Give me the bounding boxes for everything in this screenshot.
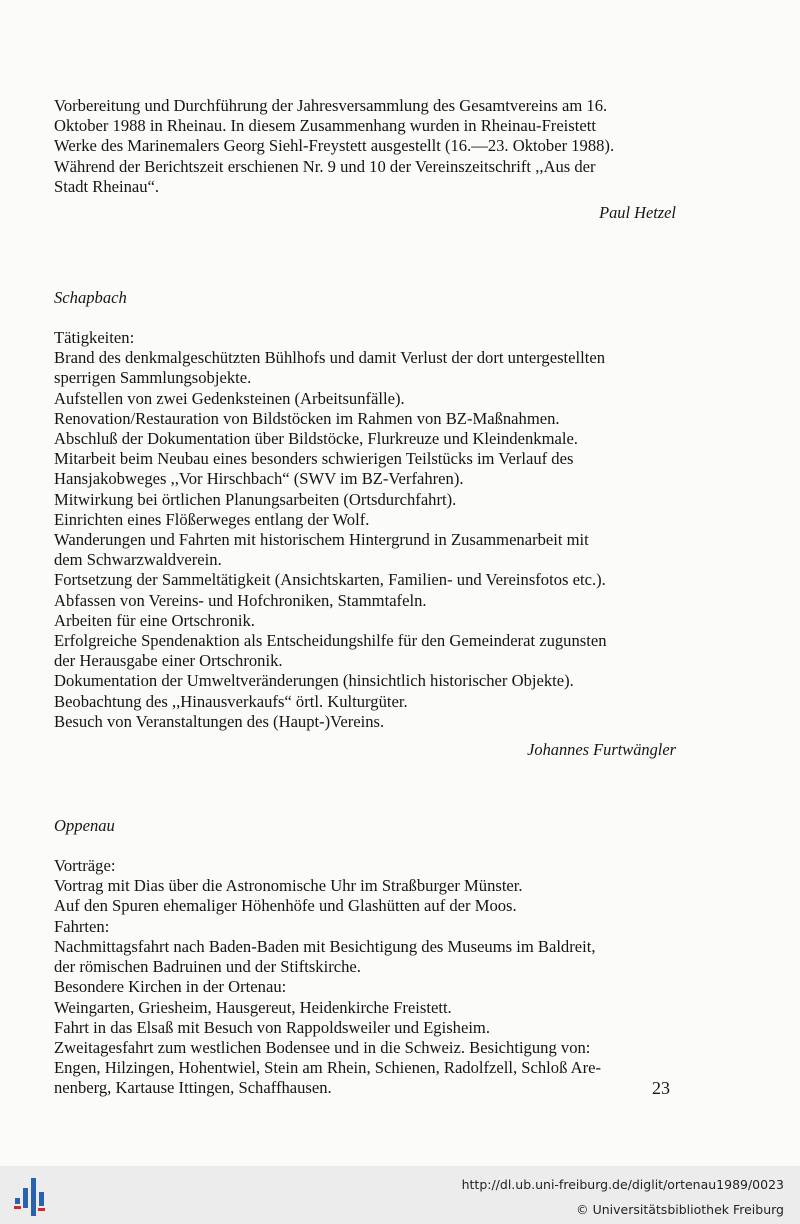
schapbach-paragraph: Tätigkeiten: Brand des denkmalgeschützten Bühlhofs und damit Verlust der dort untergestellten sperrigen Sammlungsobjekte. Aufstellen von zwei Gedenksteinen (Arbeitsunfälle). Renovation/Restauration von Bildstöcken im Rahmen von BZ-Maßnahmen. Abschluß der Dokumentation über Bildstöcke, Flurkreuze und Kleindenkmale. Mitarbeit beim Neubau eines besonders schwierigen Teilstücks im Verlauf des Hansjakobweges ,,Vor Hirschbach“ (SWV im BZ-Verfahren). Mitwirkung bei örtlichen Planungsarbeiten (Ortsdurchfahrt). Einrichten eines Flößerweges entlang der Wolf. Wanderungen und Fahrten mit historischem Hintergrund in Zusammenarbeit mit dem Schwarzwaldverein. Fortsetzung der Sammeltätigkeit (Ansichtskarten, Familien- und Vereinsfotos etc.). Abfassen von Vereins- und Hofchroniken, Stammtafeln. Arbeiten für eine Ortschronik. Erfolgreiche Spendenaktion als Entscheidungshilfe für den Gemeinderat zugunsten der Herausgabe einer Ortschronik. Dokumentation der Umweltveränderungen (hinsichtlich historischer Objekte). Beobachtung des ,,Hinausverkaufs“ örtl. Kulturgüter. Besuch von Veranstaltungen des (Haupt-)Vereins. <box>54 328 607 731</box>
page-content <box>54 96 676 1099</box>
schapbach-author: Johannes Furtwängler <box>527 740 676 760</box>
footer-bar <box>0 1166 800 1224</box>
oppenau-heading: Oppenau <box>54 816 115 836</box>
oppenau-paragraph: Vorträge: Vortrag mit Dias über die Astronomische Uhr im Straßburger Münster. Auf den Spuren ehemaliger Höhenhöfe und Glashütten auf der Moos. Fahrten: Nachmittagsfahrt nach Baden-Baden mit Besichtigung des Museums im Baldreit, der römischen Badruinen und der Stiftskirche. Besondere Kirchen in der Ortenau: Weingarten, Griesheim, Hausgereut, Heidenkirche Freistett. Fahrt in das Elsaß mit Besuch von Rappoldsweiler und Egisheim. Zweitagesfahrt zum westlichen Bodensee und in die Schweiz. Besichtigung von: Engen, Hilzingen, Hohentwiel, Stein am Rhein, Schienen, Radolfzell, Schloß Are- nenberg, Kartause Ittingen, Schaffhausen. <box>54 856 602 1098</box>
ub-freiburg-logo-icon[interactable] <box>11 1174 51 1218</box>
page-number: 23 <box>652 1078 670 1098</box>
source-url-link[interactable]: http://dl.ub.uni-freiburg.de/diglit/ortenau1989/0023 <box>461 1177 784 1192</box>
copyright-text: © Universitätsbibliothek Freiburg <box>576 1202 784 1217</box>
intro-paragraph: Vorbereitung und Durchführung der Jahresversammlung des Gesamtvereins am 16. Oktober 1988 in Rheinau. In diesem Zusammenhang wurden in Rheinau-Freistett Werke des Marinemalers Georg Siehl-Freystett ausgestellt (16.—23. Oktober 1988). Während der Berichtszeit erschienen Nr. 9 und 10 der Vereinszeitschrift ,,Aus der Stadt Rheinau“. <box>54 96 615 196</box>
intro-author: Paul Hetzel <box>599 203 676 223</box>
schapbach-heading: Schapbach <box>54 288 127 308</box>
